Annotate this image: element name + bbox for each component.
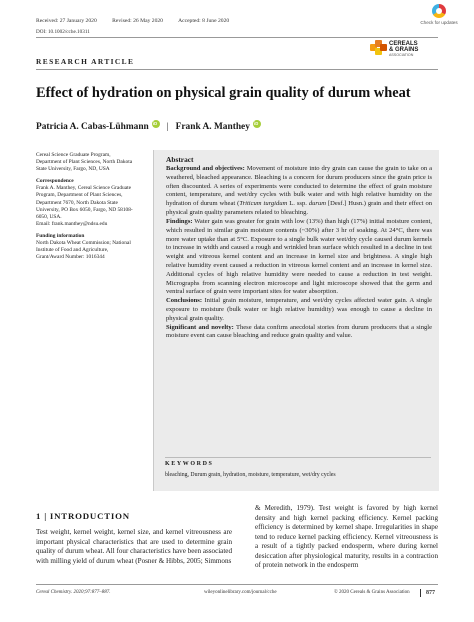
body-column-right: [255, 504, 438, 571]
author-list: [36, 120, 261, 132]
revised-date: Revised: 26 May 2020: [112, 18, 163, 24]
affiliation: Cereal Science Graduate Program, Department of Plant Sciences, North Dakota State University, Fargo, ND, USA: [36, 152, 133, 173]
keywords-heading: KEYWORDS: [165, 461, 214, 467]
correspondence-email[interactable]: Email: frank.manthey@ndsu.edu: [36, 220, 108, 227]
body-column-left: [36, 528, 232, 566]
copyright: © 2020 Cereals & Grains Association: [334, 590, 410, 595]
logo-text: CEREALS & GRAINS: [389, 41, 419, 54]
author-info-sidebar: [36, 152, 136, 261]
accepted-date: Accepted: 8 June 2020: [178, 18, 230, 24]
cereals-grains-logo-icon: [370, 40, 386, 56]
article-type-divider: [36, 69, 438, 70]
abstract-body: [166, 165, 432, 341]
abstract-heading: Abstract: [166, 155, 194, 164]
logo-subtext: ASSOCIATION: [389, 53, 414, 57]
journal-url[interactable]: wileyonlinelibrary.com/journal/cche: [204, 590, 277, 595]
article-title: Effect of hydration on physical grain quality of durum wheat: [36, 85, 411, 101]
author-name[interactable]: Patricia A. Cabas-Lühmann: [36, 122, 149, 132]
received-date: Received: 27 January 2020: [36, 18, 97, 24]
article-type: RESEARCH ARTICLE: [36, 57, 135, 66]
cereals-grains-logo: [370, 38, 440, 60]
abstract-findings: Findings: Water gain was greater for grain with low (13%) than high (17%) initial moisture content, which resulted in similar grain moisture contents (~30%) after 3 hr of soaking. At 24°C, there was more water uptake than at 5°C. Exposure to a single bulk water wet/dry cycle caused durum kernels to increase in width and caused a rough and wrinkled bran surface which resulted in a decline in test weight and vitreous kernel content and an increase in kernel size and brightness. A single high relative humidity event caused a reduction in vitreous kernel content and an increase in kernel size. Additional cycles of high relative humidity were needed to cause a reduction in test weight. Micrographs from scanning electron microscope and light microscope showed that the germ and ventral surface of grain were important sites for water absorption.: [166, 217, 432, 296]
abstract-conclusions: Conclusions: Initial grain moisture, temperature, and wet/dry cycles affected water gain. A single exposure to moisture (bulk water or high relative humidity) was enough to cause a decline in physical grain quality.: [166, 297, 432, 322]
funding-heading: Funding information: [36, 232, 85, 239]
keywords-list: bleaching, Durum grain, hydration, moisture, temperature, wet/dry cycles: [165, 472, 336, 478]
footer-separator: [420, 589, 421, 597]
page-number: 877: [426, 589, 435, 596]
orcid-icon[interactable]: [152, 120, 160, 128]
check-for-updates-label: Check for updates: [420, 20, 458, 25]
author-separator: |: [166, 122, 169, 132]
abstract-background: Background and objectives: Movement of moisture into dry grain can cause the grain to take on a weathered, bleached appearance. Bleaching is a concern for durum producers since the grain price is often discounted. A series of experiments were conducted to determine the effect of grain moisture content, temperature, and wet/dry cycles with bulk water and with high relative humidity on the hydration of durum wheat (Triticum turgidum L. ssp. durum [Desf.] Husn.) grain and their effect on physical grain quality parameters related to bleaching.: [166, 165, 432, 217]
orcid-icon[interactable]: [253, 120, 261, 128]
abstract-significance: Significant and novelty: These data confirm anecdotal stories from durum producers that a single moisture event can cause bleaching and reduce grain quality and value.: [166, 323, 432, 340]
funding-info: North Dakota Wheat Commission; National Institute of Food and Agriculture, Grant/Award Number: 1016344: [36, 240, 131, 261]
article-header: [0, 0, 474, 60]
correspondence-address: Frank A. Manthey, Cereal Science Graduate Program, Department of Plant Sciences, Department 7670, North Dakota State University, PO Box 6050, Fargo, ND 58108-6050, USA.: [36, 185, 133, 220]
correspondence-heading: Correspondence: [36, 178, 74, 185]
paragraph: & Meredith, 1979). Test weight is favored by high kernel density and high kernel packing efficiency. Kernel packing efficiency is determined by kernel shape. Irregularities in shape tend to reduce kernel packing efficiency. Kernel vitreousness is a result of a tightly packed endosperm, where during kernel desiccation after physiological maturity, results in a contraction of protein network in the endosperm: [255, 504, 438, 570]
abstract-box: [153, 150, 439, 491]
history-dates: [36, 18, 243, 24]
journal-citation: Cereal Chemistry. 2020;97:877–887.: [36, 590, 111, 595]
check-for-updates-icon: [432, 4, 446, 18]
author-name[interactable]: Frank A. Manthey: [175, 122, 250, 132]
doi-link[interactable]: DOI: 10.1002/cche.10311: [36, 29, 90, 35]
paragraph: Test weight, kernel weight, kernel size, and kernel vitreousness are important physical characteristics that are used to determine grain quality of durum wheat. All four characteristics have been associated with milling yield of durum wheat (Posner & Hibbs, 2005; Simmons: [36, 528, 232, 565]
footer-divider: [36, 584, 438, 585]
keywords-divider: [165, 457, 431, 458]
section-heading-introduction: 1 | INTRODUCTION: [36, 511, 130, 521]
